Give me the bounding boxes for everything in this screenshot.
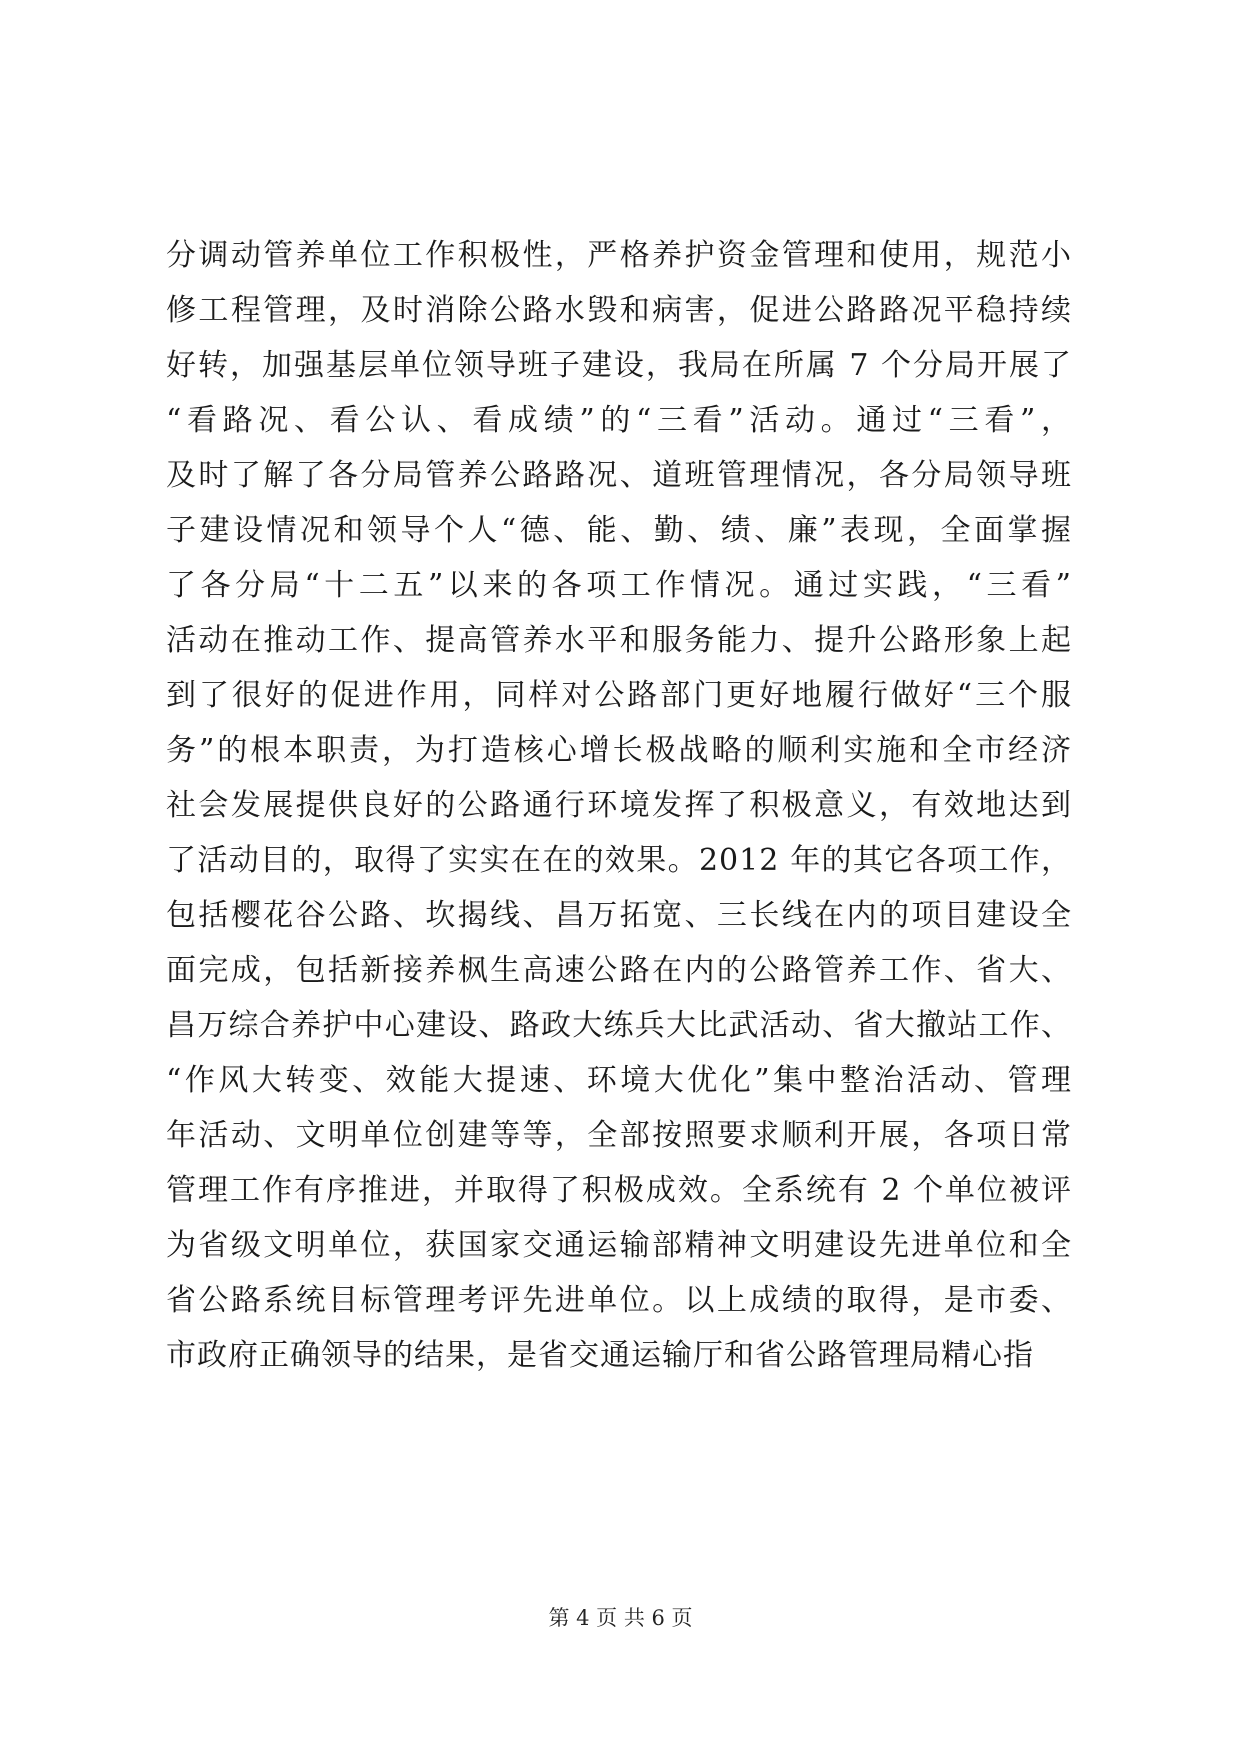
text-line: 为省级文明单位，获国家交通运输部精神文明建设先进单位和全 (166, 1228, 1072, 1263)
text-line: 及时了解了各分局管养公路路况、道班管理情况，各分局领导班 (166, 458, 1072, 493)
text-line: “看路况、看公认、看成绩”的“三看”活动。通过“三看”， (166, 403, 1072, 438)
text-line: 包括樱花谷公路、坎揭线、昌万拓宽、三长线在内的项目建设全 (166, 898, 1072, 933)
text-line: 了活动目的，取得了实实在在的效果。2012 年的其它各项工作， (166, 843, 1072, 878)
text-line: 昌万综合养护中心建设、路政大练兵大比武活动、省大撤站工作、 (166, 1008, 1072, 1043)
page-number-footer: 第 4 页 共 6 页 (548, 1606, 693, 1630)
text-line: 市政府正确领导的结果，是省交通运输厅和省公路管理局精心指 (166, 1338, 1034, 1373)
text-line: 省公路系统目标管理考评先进单位。以上成绩的取得，是市委、 (166, 1283, 1072, 1318)
text-line: 了各分局“十二五”以来的各项工作情况。通过实践，“三看” (166, 568, 1072, 603)
text-line: 面完成，包括新接养枫生高速公路在内的公路管养工作、省大、 (166, 953, 1072, 988)
text-line: 到了很好的促进作用，同样对公路部门更好地履行做好“三个服 (166, 678, 1072, 713)
text-line: 务”的根本职责，为打造核心增长极战略的顺利实施和全市经济 (166, 733, 1072, 768)
text-line: 活动在推动工作、提高管养水平和服务能力、提升公路形象上起 (166, 623, 1072, 658)
text-line: 社会发展提供良好的公路通行环境发挥了积极意义，有效地达到 (166, 788, 1072, 823)
text-line: 分调动管养单位工作积极性，严格养护资金管理和使用，规范小 (166, 238, 1072, 273)
text-line: 好转，加强基层单位领导班子建设，我局在所属 7 个分局开展了 (166, 348, 1072, 383)
text-line: “作风大转变、效能大提速、环境大优化”集中整治活动、管理 (166, 1063, 1072, 1098)
text-line: 年活动、文明单位创建等等，全部按照要求顺利开展，各项日常 (166, 1118, 1072, 1153)
body-paragraph (166, 228, 1072, 1383)
text-line: 子建设情况和领导个人“德、能、勤、绩、廉”表现，全面掌握 (166, 513, 1072, 548)
text-line: 修工程管理，及时消除公路水毁和病害，促进公路路况平稳持续 (166, 293, 1072, 328)
text-line: 管理工作有序推进，并取得了积极成效。全系统有 2 个单位被评 (166, 1173, 1072, 1208)
